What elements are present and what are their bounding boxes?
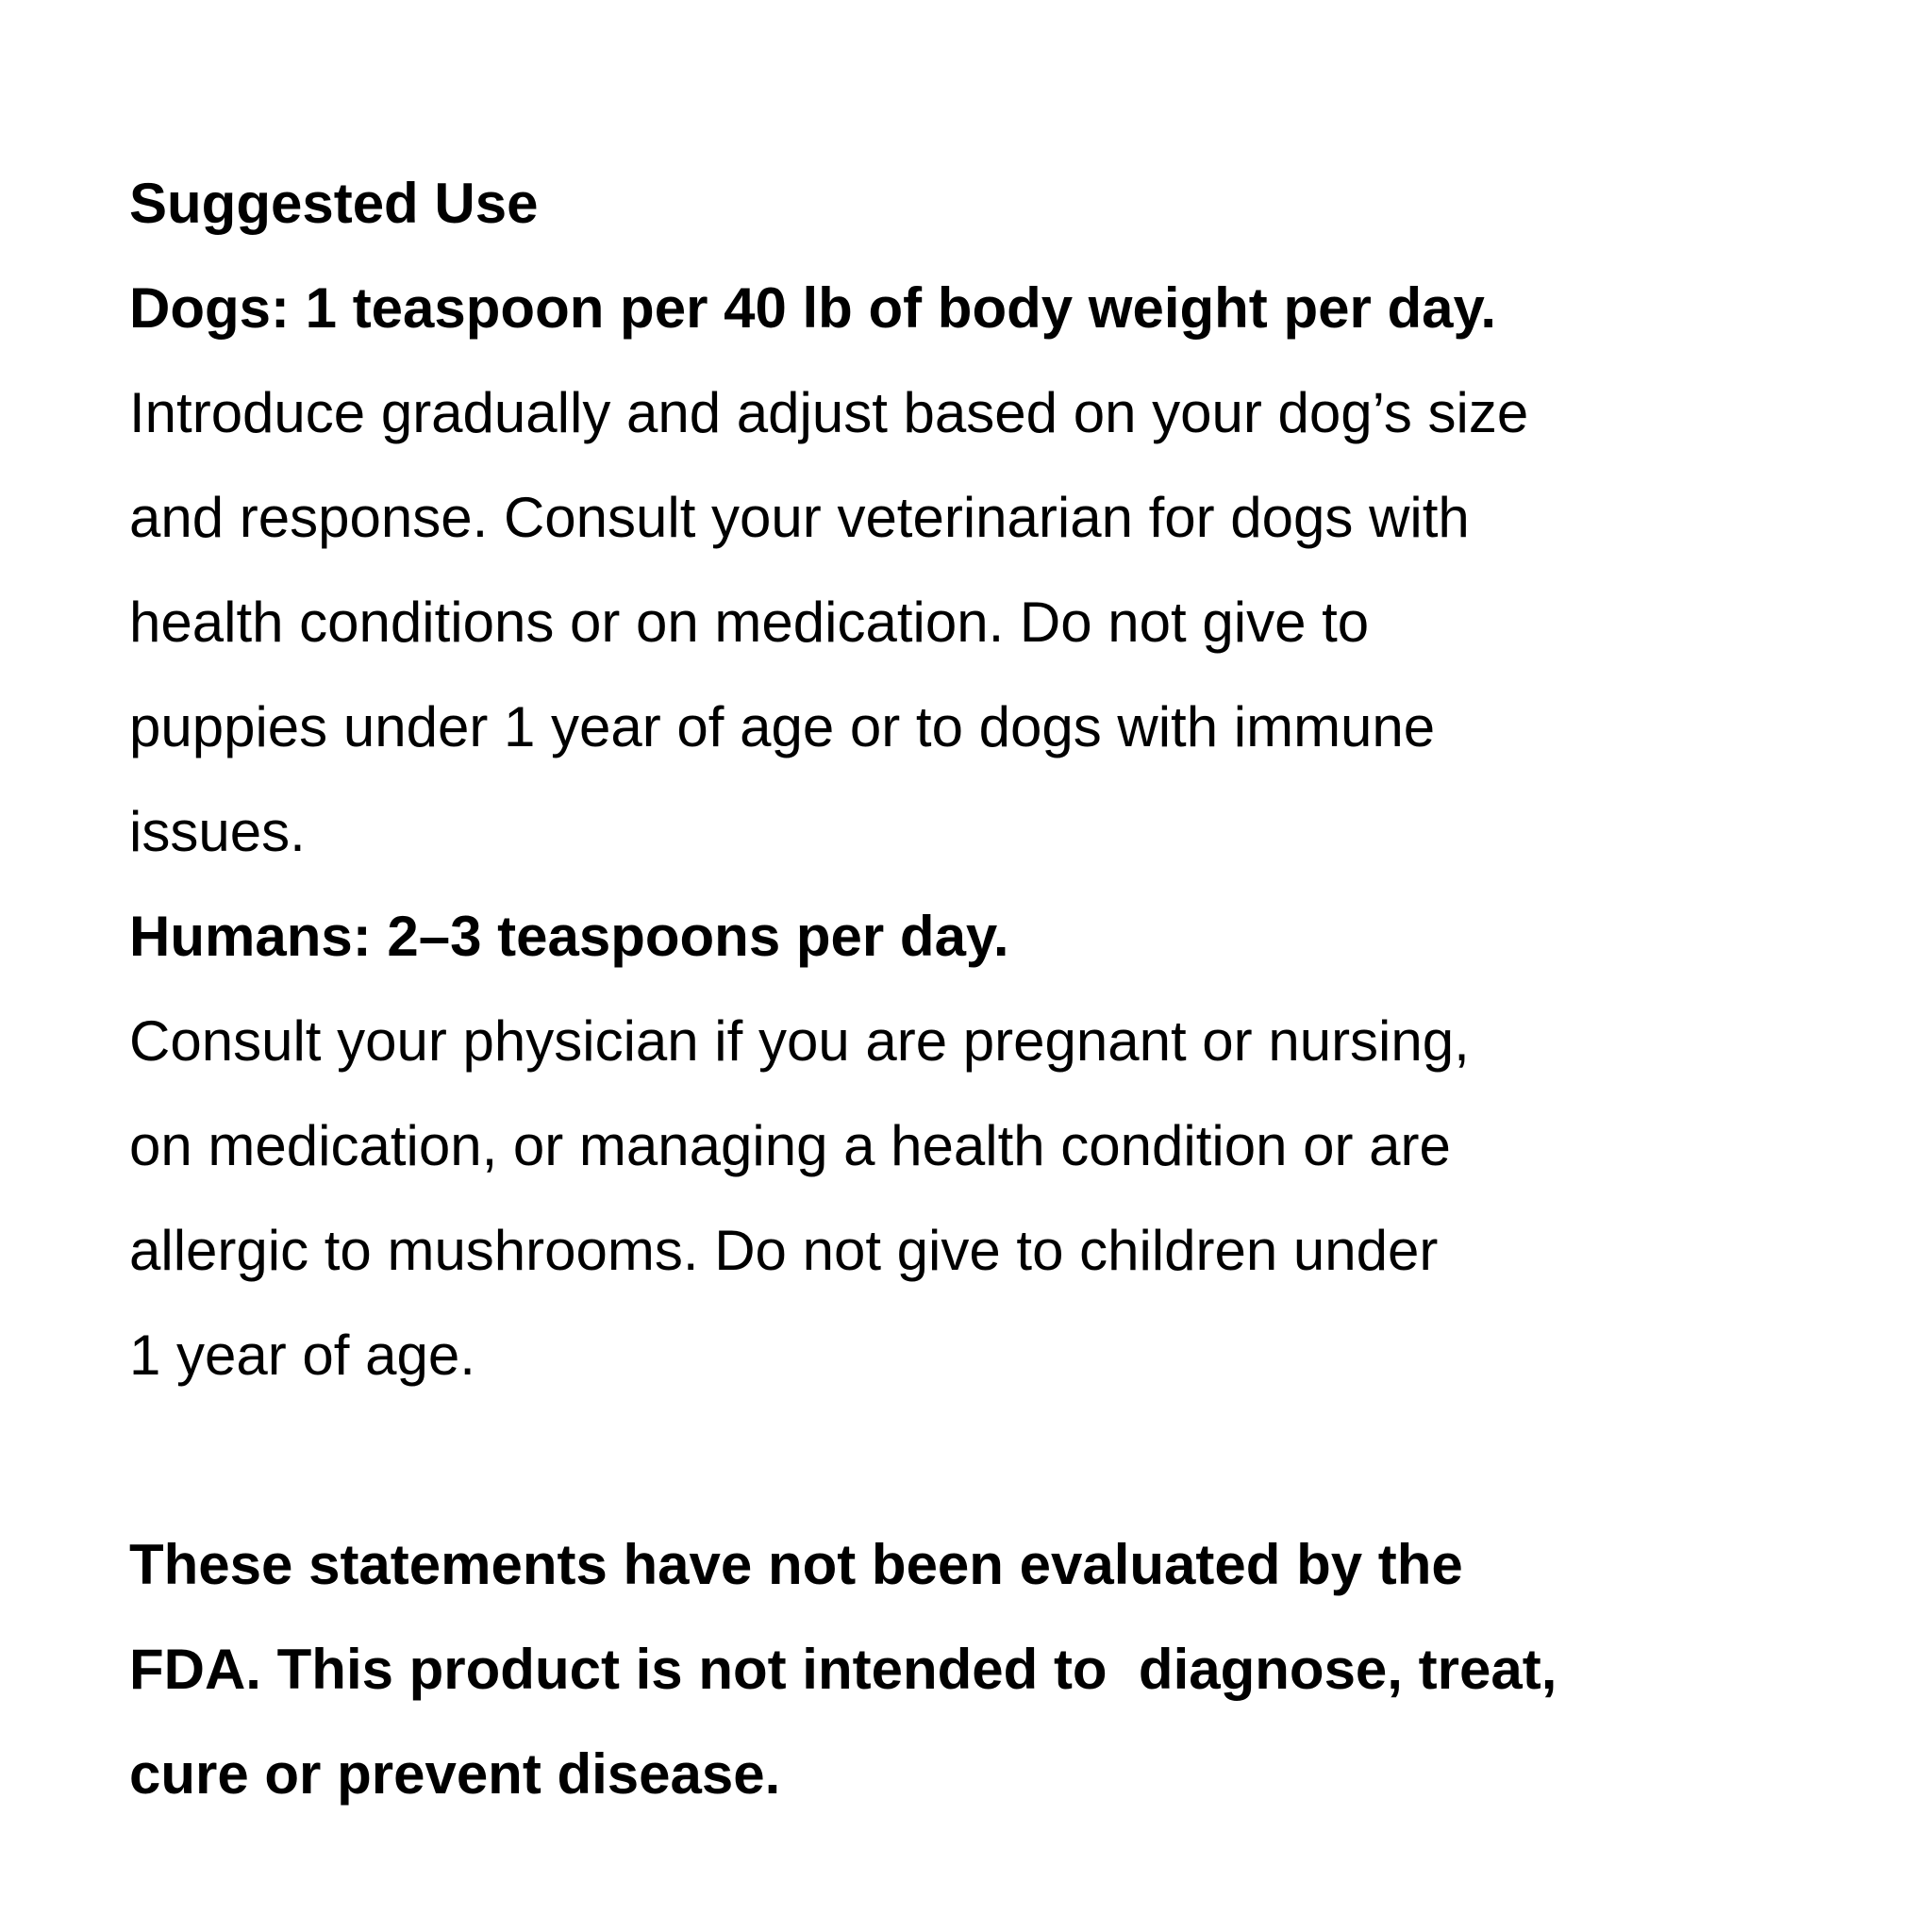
dogs-instructions-line: Introduce gradually and adjust based on your dog’s size [129,381,1529,444]
dogs-instructions-line: health conditions or on medication. Do not give to [129,591,1370,654]
fda-disclaimer-line: FDA. This product is not intended to diagnose, treat, [129,1638,1557,1701]
humans-instructions-line: 1 year of age. [129,1324,475,1387]
fda-disclaimer-line: cure or prevent disease. [129,1742,781,1806]
dogs-dosage: Dogs: 1 teaspoon per 40 lb of body weight per day. [129,276,1497,340]
dogs-instructions-line: issues. [129,800,306,863]
label-document [129,151,1884,1826]
suggested-use-heading: Suggested Use [129,172,539,235]
humans-dosage: Humans: 2–3 teaspoons per day. [129,905,1009,968]
dogs-instructions-line: and response. Consult your veterinarian for dogs with [129,486,1470,549]
section-divider [129,1407,1884,1512]
dogs-instructions-line: puppies under 1 year of age or to dogs with immune [129,695,1436,758]
humans-instructions-line: on medication, or managing a health condition or are [129,1114,1451,1177]
humans-instructions-line: allergic to mushrooms. Do not give to children under [129,1219,1439,1282]
fda-disclaimer-line: These statements have not been evaluated by the [129,1533,1463,1596]
humans-instructions-line: Consult your physician if you are pregnant or nursing, [129,1009,1470,1073]
